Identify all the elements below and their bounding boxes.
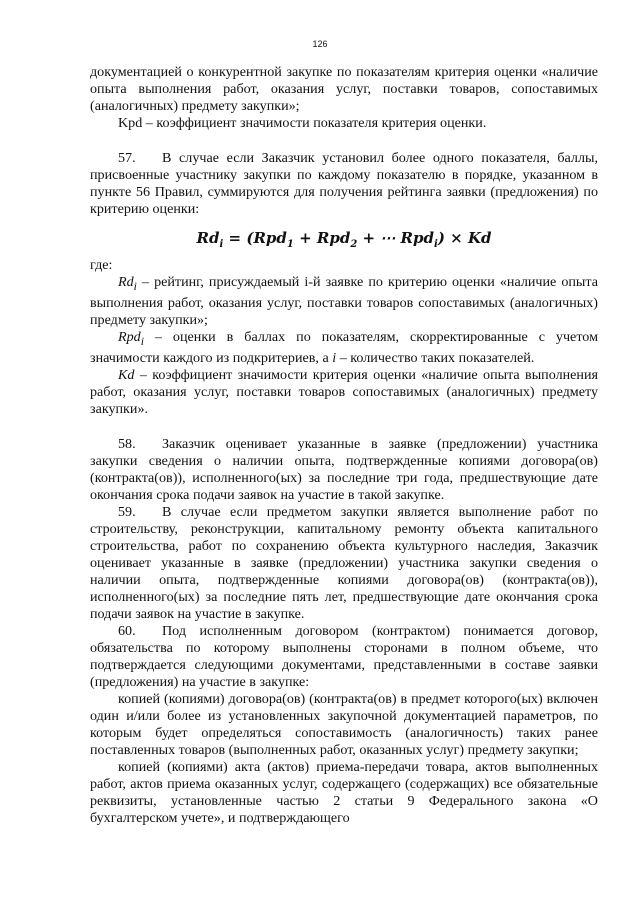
rpd-definition-b: – количество таких показателей. [336,349,535,366]
paragraph-number-57: 57. [118,150,136,166]
formula-eq: = ( [223,229,254,247]
paragraph-59-text: В случае если предметом закупки является выполнение работ по строительству, реконструкции, капитальному ремонту объекта капитального строительства, работ по сохранению объекта культурного наследия, Заказчик оценивает указанные в заявке (предложении) участника закупки сведения о наличии опыта, подтвержденные копиями договора(ов) (контракта(ов)), исполненного(ых) за последние пять лет, предшествующие дате окончания срока подачи заявок на участие в закупке. [90,503,598,622]
paragraph-59 [90,504,598,623]
where-label: где: [90,257,113,273]
page-number: 126 [312,39,328,49]
rpd-term-sub: i [140,334,144,348]
formula-rpd2: Rpd [316,229,351,247]
paragraph-60 [90,623,598,691]
paragraph-rd-definition [90,274,598,329]
paragraph-kd-definition [90,367,598,418]
paragraph-kpd-definition [90,115,598,132]
paragraph-58-text: Заказчик оценивает указанные в заявке (предложении) участника закупки сведения о наличии опыта, подтвержденные копиями договора(ов) (контракта(ов)), исполненного(ых) за последние три года, предшествующие дате окончания срока подачи заявок на участие в такой закупке. [90,435,598,503]
rating-formula [90,228,598,255]
document-body [90,64,598,827]
rd-term: Rd [118,274,134,290]
paragraph-number-59: 59. [118,503,136,520]
kd-term: Kd [118,366,135,383]
formula-rd-sub: i [219,239,224,250]
rpd-i: i [332,349,337,366]
paragraph-60-item-1: копией (копиями) договора(ов) (контракта(ов) в предмет которого(ых) включен один и/или более из установленных закупочной документацией параметров, по которым будет определяться сопоставимость (аналогичность) таких ранее поставленных товаров (выполненных работ, оказанных услуг) предмету закупки; [90,690,598,758]
rpd-term: Rpd [118,328,141,345]
paragraph-intro-continuation: документацией о конкурентной закупке по показателям критерия оценки «наличие опыта выполнения работ, оказания услуг, поставки товаров, сопоставимых (аналогичных) предмету закупки»; [90,64,598,114]
formula-plus1: + [293,229,317,247]
paragraph-rpd-definition [90,329,598,367]
paragraph-60-item-2: копией (копиями) акта (актов) приема-передачи товара, актов выполненных работ, актов приема оказанных услуг, содержащего (содержащих) все обязательные реквизиты, установленные частью 2 статьи 9 Федерального закона «О бухгалтерском учете», и подтверждающего [90,758,598,826]
paragraph-number-60: 60. [118,622,136,639]
paragraph-number-58: 58. [118,435,136,452]
paragraph-60-text: Под исполненным договором (контрактом) понимается договор, обязательства по которому выполнены сторонами в полном объеме, что подтверждается следующими документами, представленными в составе заявки (предложения) на участие в закупке: [90,622,598,690]
rd-term-sub: i [133,279,137,293]
kd-definition: – коэффициент значимости критерия оценки «наличие опыта выполнения работ, оказания услуг, поставки товаров сопоставимых (аналогичных) предмету закупки». [90,366,598,417]
rd-definition: – рейтинг, присуждаемый i-й заявке по критерию оценки «наличие опыта выполнения работ, оказания услуг, поставки товаров сопоставимых (аналогичных) предмету закупки»; [90,274,598,328]
formula-rd: Rd [196,229,220,247]
kpd-definition: – коэффициент значимости показателя критерия оценки. [142,115,487,131]
formula-rpd2-sub: 2 [350,239,358,250]
formula-kd: Kd [467,229,492,247]
rpd-definition-a: – оценки в баллах по показателям, скорректированные с учетом значимости каждого из подкритериев, а [90,328,598,366]
formula-rpd1: Rpd [253,229,287,247]
formula-rpdi: Rpd [400,229,434,247]
formula-plus2: + ⋯ [357,229,401,247]
formula-rpdi-sub: i [434,239,438,250]
formula-rpd1-sub: 1 [286,239,294,250]
formula-close: ) × [437,229,468,247]
paragraph-58 [90,436,598,504]
paragraph-57-text: В случае если Заказчик установил более одного показателя, баллы, присвоенные участнику закупки по каждому показателю в порядке, указанном в пункте 56 Правил, суммируются для получения рейтинга заявки (предложения) по критерию оценки: [90,150,598,217]
kpd-term: Kpd [118,115,143,131]
paragraph-57 [90,150,598,218]
